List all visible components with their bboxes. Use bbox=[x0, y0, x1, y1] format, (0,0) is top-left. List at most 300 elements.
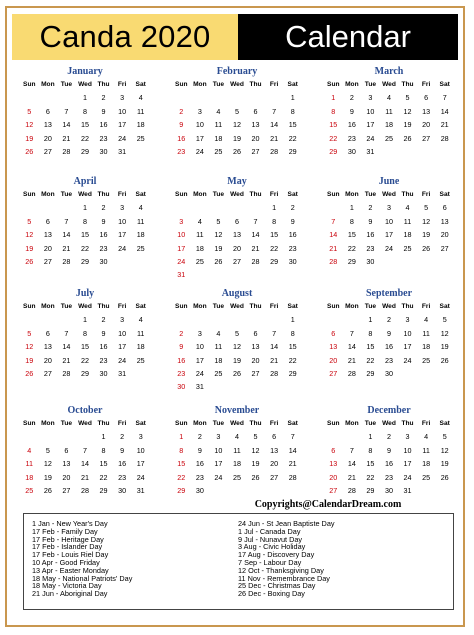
day-cell: 7 bbox=[331, 216, 336, 226]
day-cell: 1 bbox=[82, 93, 87, 103]
holiday-item: 17 Feb - Louis Riel Day bbox=[32, 550, 109, 560]
calendar-header bbox=[12, 14, 458, 60]
day-cell: 12 bbox=[25, 120, 34, 130]
month-table bbox=[20, 300, 150, 380]
day-cell: 7 bbox=[272, 106, 277, 116]
week-row bbox=[324, 457, 454, 470]
weekday-label: Fri bbox=[269, 81, 279, 88]
month-table bbox=[172, 78, 302, 158]
weekday-label: Sat bbox=[287, 303, 298, 310]
day-cell: 28 bbox=[440, 133, 449, 143]
week-row bbox=[172, 228, 302, 241]
month-name: December bbox=[367, 405, 411, 416]
day-cell: 26 bbox=[232, 369, 241, 379]
day-cell: 21 bbox=[270, 133, 279, 143]
day-cell: 9 bbox=[290, 216, 295, 226]
day-cell: 12 bbox=[25, 342, 34, 352]
holiday-item: 17 Feb - Heritage Day bbox=[32, 534, 104, 544]
day-cell: 13 bbox=[251, 342, 260, 352]
day-cell bbox=[398, 145, 417, 158]
day-cell: 22 bbox=[288, 355, 297, 365]
weekday-label: Wed bbox=[230, 303, 244, 310]
day-cell: 20 bbox=[43, 243, 52, 253]
day-cell: 8 bbox=[290, 328, 295, 338]
day-cell: 8 bbox=[101, 445, 106, 455]
weekday-label: Wed bbox=[382, 191, 396, 198]
week-row bbox=[172, 118, 302, 131]
day-cell: 8 bbox=[82, 328, 87, 338]
day-cell: 14 bbox=[62, 342, 71, 352]
day-cell bbox=[324, 313, 343, 326]
day-cell bbox=[435, 367, 454, 380]
week-row bbox=[20, 327, 150, 340]
weekday-label: Fri bbox=[269, 191, 279, 198]
weekday-label: Sat bbox=[439, 191, 450, 198]
day-cell: 10 bbox=[214, 445, 223, 455]
day-cell: 9 bbox=[179, 342, 184, 352]
weekday-header-row bbox=[20, 417, 150, 430]
weekday-label: Sat bbox=[135, 303, 146, 310]
weekday-label: Fri bbox=[421, 420, 431, 427]
day-cell: 5 bbox=[45, 445, 50, 455]
day-cell: 17 bbox=[366, 120, 375, 130]
week-row bbox=[20, 457, 150, 470]
day-cell bbox=[39, 91, 58, 104]
weekday-label: Thu bbox=[401, 420, 414, 427]
day-cell: 9 bbox=[349, 106, 354, 116]
weekday-header-row bbox=[324, 300, 454, 313]
day-cell: 13 bbox=[329, 342, 338, 352]
day-cell: 18 bbox=[214, 133, 223, 143]
day-cell: 3 bbox=[179, 216, 184, 226]
day-cell: 30 bbox=[366, 257, 375, 267]
weekday-header-row bbox=[324, 188, 454, 201]
day-cell: 15 bbox=[288, 342, 297, 352]
day-cell bbox=[172, 313, 191, 326]
day-cell bbox=[228, 380, 247, 393]
day-cell bbox=[265, 313, 284, 326]
weekday-label: Wed bbox=[382, 81, 396, 88]
day-cell: 21 bbox=[440, 120, 449, 130]
week-row bbox=[20, 228, 150, 241]
weekday-label: Tue bbox=[364, 303, 377, 310]
day-cell: 15 bbox=[80, 120, 89, 130]
weekday-label: Thu bbox=[97, 191, 110, 198]
day-cell: 6 bbox=[331, 328, 336, 338]
day-cell: 31 bbox=[118, 369, 127, 379]
month-name: November bbox=[214, 405, 260, 416]
day-cell: 13 bbox=[232, 230, 241, 240]
day-cell: 14 bbox=[347, 459, 356, 469]
day-cell: 22 bbox=[366, 355, 375, 365]
day-cell: 4 bbox=[197, 216, 202, 226]
day-cell bbox=[265, 91, 284, 104]
week-row bbox=[20, 145, 150, 158]
day-cell: 12 bbox=[422, 216, 431, 226]
day-cell: 9 bbox=[101, 216, 106, 226]
week-row bbox=[172, 457, 302, 470]
week-row bbox=[20, 91, 150, 104]
day-cell: 25 bbox=[214, 369, 223, 379]
day-cell: 21 bbox=[347, 355, 356, 365]
holiday-item: 7 Sep - Labour Day bbox=[238, 557, 302, 567]
day-cell bbox=[20, 313, 39, 326]
weekday-label: Sat bbox=[135, 191, 146, 198]
day-cell: 1 bbox=[82, 203, 87, 213]
day-cell bbox=[209, 268, 228, 281]
weekday-label: Fri bbox=[269, 303, 279, 310]
day-cell: 11 bbox=[136, 106, 145, 116]
day-cell: 6 bbox=[45, 328, 50, 338]
day-cell: 1 bbox=[272, 203, 277, 213]
day-cell bbox=[113, 255, 132, 268]
day-cell: 19 bbox=[232, 133, 241, 143]
month-name: April bbox=[73, 176, 97, 187]
day-cell: 19 bbox=[214, 243, 223, 253]
day-cell: 5 bbox=[234, 328, 239, 338]
weekday-label: Sat bbox=[287, 81, 298, 88]
day-cell: 31 bbox=[403, 486, 412, 496]
day-cell bbox=[283, 484, 302, 497]
day-cell: 11 bbox=[214, 342, 223, 352]
day-cell: 22 bbox=[270, 243, 279, 253]
day-cell: 21 bbox=[329, 243, 338, 253]
day-cell: 31 bbox=[177, 270, 186, 280]
day-cell: 1 bbox=[290, 315, 295, 325]
day-cell: 20 bbox=[251, 133, 260, 143]
day-cell bbox=[57, 430, 76, 443]
day-cell: 17 bbox=[118, 342, 127, 352]
week-row bbox=[20, 313, 150, 326]
day-cell: 28 bbox=[329, 257, 338, 267]
day-cell: 22 bbox=[80, 243, 89, 253]
day-cell: 22 bbox=[177, 472, 186, 482]
day-cell: 16 bbox=[384, 459, 393, 469]
day-cell: 30 bbox=[99, 257, 108, 267]
day-cell bbox=[39, 313, 58, 326]
weekday-label: Wed bbox=[230, 81, 244, 88]
holidays-left-column bbox=[32, 520, 132, 598]
month-december bbox=[324, 405, 454, 497]
day-cell: 4 bbox=[234, 432, 239, 442]
day-cell bbox=[246, 268, 265, 281]
day-cell: 25 bbox=[403, 243, 412, 253]
day-cell: 6 bbox=[272, 432, 277, 442]
weekday-label: Tue bbox=[364, 420, 377, 427]
weekday-label: Tue bbox=[212, 191, 225, 198]
day-cell: 9 bbox=[386, 328, 391, 338]
day-cell: 4 bbox=[405, 203, 410, 213]
week-row bbox=[324, 91, 454, 104]
day-cell: 24 bbox=[195, 147, 204, 157]
week-row bbox=[20, 105, 150, 118]
holiday-item: 18 May - National Patriots' Day bbox=[32, 573, 133, 583]
day-cell: 8 bbox=[179, 445, 184, 455]
day-cell: 20 bbox=[440, 230, 449, 240]
week-row bbox=[20, 354, 150, 367]
day-cell: 22 bbox=[80, 355, 89, 365]
day-cell: 30 bbox=[288, 257, 297, 267]
week-row bbox=[172, 132, 302, 145]
day-cell: 12 bbox=[25, 230, 34, 240]
day-cell: 23 bbox=[99, 243, 108, 253]
day-cell: 29 bbox=[80, 257, 89, 267]
holiday-item: 24 Jun - St Jean Baptiste Day bbox=[238, 519, 335, 528]
month-january bbox=[20, 66, 150, 158]
weekday-label: Sat bbox=[439, 420, 450, 427]
day-cell: 15 bbox=[99, 459, 108, 469]
day-cell: 5 bbox=[27, 328, 32, 338]
weekday-label: Sat bbox=[439, 303, 450, 310]
day-cell: 16 bbox=[288, 230, 297, 240]
day-cell: 17 bbox=[118, 230, 127, 240]
day-cell: 27 bbox=[251, 369, 260, 379]
day-cell: 22 bbox=[288, 133, 297, 143]
day-cell: 23 bbox=[384, 355, 393, 365]
weekday-label: Thu bbox=[249, 81, 262, 88]
day-cell: 5 bbox=[253, 432, 258, 442]
day-cell: 27 bbox=[422, 133, 431, 143]
day-cell: 18 bbox=[403, 230, 412, 240]
weekday-label: Sun bbox=[327, 420, 340, 427]
weekday-label: Sun bbox=[23, 81, 36, 88]
day-cell: 10 bbox=[366, 106, 375, 116]
day-cell: 23 bbox=[99, 355, 108, 365]
day-cell bbox=[435, 255, 454, 268]
day-cell bbox=[131, 255, 150, 268]
month-august bbox=[172, 288, 302, 394]
day-cell: 15 bbox=[329, 120, 338, 130]
day-cell bbox=[246, 380, 265, 393]
weekday-label: Wed bbox=[78, 303, 92, 310]
day-cell: 17 bbox=[118, 120, 127, 130]
weekday-label: Thu bbox=[97, 303, 110, 310]
day-cell: 10 bbox=[118, 216, 127, 226]
day-cell bbox=[20, 91, 39, 104]
day-cell: 8 bbox=[82, 106, 87, 116]
day-cell: 17 bbox=[195, 133, 204, 143]
day-cell: 8 bbox=[368, 328, 373, 338]
day-cell: 29 bbox=[99, 486, 108, 496]
day-cell: 20 bbox=[329, 472, 338, 482]
day-cell: 24 bbox=[118, 243, 127, 253]
day-cell: 23 bbox=[177, 147, 186, 157]
day-cell: 21 bbox=[62, 133, 71, 143]
day-cell: 20 bbox=[422, 120, 431, 130]
week-row bbox=[20, 255, 150, 268]
day-cell: 4 bbox=[424, 315, 429, 325]
day-cell: 7 bbox=[272, 328, 277, 338]
day-cell: 21 bbox=[270, 355, 279, 365]
day-cell: 28 bbox=[347, 369, 356, 379]
day-cell: 3 bbox=[368, 93, 373, 103]
day-cell: 26 bbox=[25, 147, 34, 157]
weekday-label: Mon bbox=[41, 81, 55, 88]
week-row bbox=[324, 327, 454, 340]
day-cell: 28 bbox=[347, 486, 356, 496]
day-cell: 29 bbox=[270, 257, 279, 267]
day-cell: 5 bbox=[216, 216, 221, 226]
weekday-label: Tue bbox=[60, 191, 73, 198]
weekday-label: Fri bbox=[269, 420, 279, 427]
day-cell: 22 bbox=[99, 472, 108, 482]
week-row bbox=[20, 132, 150, 145]
holiday-item: 3 Aug - Civic Holiday bbox=[238, 542, 306, 552]
day-cell: 9 bbox=[368, 216, 373, 226]
day-cell bbox=[57, 313, 76, 326]
week-row bbox=[324, 145, 454, 158]
day-cell: 21 bbox=[80, 472, 89, 482]
day-cell: 1 bbox=[368, 432, 373, 442]
day-cell: 5 bbox=[27, 216, 32, 226]
holiday-item: 26 Dec - Boxing Day bbox=[238, 589, 305, 599]
week-row bbox=[324, 313, 454, 326]
weekday-label: Thu bbox=[249, 420, 262, 427]
week-row bbox=[324, 430, 454, 443]
day-cell: 18 bbox=[195, 243, 204, 253]
day-cell bbox=[172, 91, 191, 104]
weekday-label: Thu bbox=[401, 303, 414, 310]
day-cell: 15 bbox=[366, 459, 375, 469]
day-cell bbox=[265, 268, 284, 281]
day-cell bbox=[417, 367, 436, 380]
week-row bbox=[324, 471, 454, 484]
day-cell: 7 bbox=[64, 106, 69, 116]
day-cell bbox=[191, 313, 210, 326]
day-cell: 24 bbox=[403, 355, 412, 365]
week-row bbox=[324, 132, 454, 145]
day-cell: 19 bbox=[25, 355, 34, 365]
day-cell: 25 bbox=[136, 355, 145, 365]
week-row bbox=[172, 380, 302, 393]
month-november bbox=[172, 405, 302, 497]
day-cell: 3 bbox=[120, 93, 125, 103]
weekday-label: Fri bbox=[421, 191, 431, 198]
day-cell: 1 bbox=[82, 315, 87, 325]
day-cell: 26 bbox=[403, 133, 412, 143]
day-cell: 11 bbox=[422, 328, 430, 338]
day-cell: 2 bbox=[197, 432, 202, 442]
weekday-label: Thu bbox=[401, 81, 414, 88]
day-cell: 20 bbox=[270, 459, 279, 469]
weekday-label: Mon bbox=[345, 81, 359, 88]
day-cell: 30 bbox=[195, 486, 204, 496]
day-cell: 1 bbox=[290, 93, 295, 103]
day-cell bbox=[265, 484, 284, 497]
month-table bbox=[324, 188, 454, 268]
day-cell: 7 bbox=[64, 216, 69, 226]
day-cell: 14 bbox=[251, 230, 260, 240]
week-row bbox=[324, 228, 454, 241]
day-cell bbox=[191, 201, 210, 214]
day-cell bbox=[209, 380, 228, 393]
week-row bbox=[324, 105, 454, 118]
weekday-label: Wed bbox=[230, 420, 244, 427]
day-cell: 25 bbox=[422, 355, 431, 365]
day-cell: 25 bbox=[195, 257, 204, 267]
holiday-item: 9 Jul - Nunavut Day bbox=[238, 534, 303, 544]
weekday-label: Sun bbox=[23, 303, 36, 310]
day-cell: 27 bbox=[43, 257, 52, 267]
day-cell: 18 bbox=[214, 355, 223, 365]
day-cell: 20 bbox=[43, 355, 52, 365]
day-cell: 17 bbox=[136, 459, 145, 469]
weekday-label: Sun bbox=[23, 420, 36, 427]
weekday-label: Thu bbox=[249, 303, 262, 310]
week-row bbox=[172, 354, 302, 367]
week-row bbox=[172, 105, 302, 118]
day-cell: 4 bbox=[424, 432, 429, 442]
week-row bbox=[324, 255, 454, 268]
day-cell: 11 bbox=[403, 216, 412, 226]
weekday-label: Thu bbox=[97, 420, 110, 427]
weekday-header-row bbox=[172, 188, 302, 201]
day-cell: 7 bbox=[349, 328, 354, 338]
copyright-text: Copyrights@CalendarDream.com bbox=[254, 499, 402, 510]
day-cell: 10 bbox=[403, 328, 412, 338]
weekday-label: Sat bbox=[287, 420, 298, 427]
day-cell bbox=[131, 145, 150, 158]
day-cell bbox=[228, 201, 247, 214]
holiday-item: 1 Jul - Canada Day bbox=[238, 526, 301, 536]
day-cell: 18 bbox=[384, 120, 393, 130]
day-cell: 18 bbox=[25, 472, 34, 482]
day-cell: 4 bbox=[386, 93, 391, 103]
week-row bbox=[20, 118, 150, 131]
day-cell: 17 bbox=[214, 459, 223, 469]
day-cell: 4 bbox=[138, 315, 143, 325]
day-cell: 26 bbox=[440, 472, 449, 482]
day-cell: 12 bbox=[440, 445, 449, 455]
weekday-label: Tue bbox=[364, 191, 377, 198]
weekday-label: Wed bbox=[78, 191, 92, 198]
day-cell: 5 bbox=[27, 106, 32, 116]
day-cell: 17 bbox=[403, 342, 412, 352]
day-cell: 1 bbox=[331, 93, 336, 103]
day-cell: 14 bbox=[329, 230, 338, 240]
day-cell: 3 bbox=[216, 432, 221, 442]
week-row bbox=[20, 340, 150, 353]
day-cell: 2 bbox=[101, 315, 106, 325]
weekday-label: Thu bbox=[401, 191, 414, 198]
day-cell bbox=[343, 313, 362, 326]
day-cell: 11 bbox=[385, 106, 393, 116]
month-table bbox=[172, 300, 302, 394]
day-cell: 30 bbox=[99, 369, 108, 379]
weekday-label: Mon bbox=[345, 191, 359, 198]
day-cell: 29 bbox=[80, 147, 89, 157]
day-cell: 21 bbox=[62, 243, 71, 253]
weekday-label: Mon bbox=[345, 303, 359, 310]
day-cell: 18 bbox=[232, 459, 241, 469]
day-cell bbox=[191, 91, 210, 104]
week-row bbox=[324, 444, 454, 457]
day-cell: 14 bbox=[288, 445, 297, 455]
weekday-label: Sun bbox=[327, 81, 340, 88]
month-may bbox=[172, 176, 302, 282]
day-cell bbox=[76, 430, 95, 443]
weekday-label: Tue bbox=[212, 81, 225, 88]
day-cell bbox=[283, 380, 302, 393]
day-cell: 23 bbox=[177, 369, 186, 379]
weekday-label: Sun bbox=[327, 191, 340, 198]
day-cell: 8 bbox=[290, 106, 295, 116]
month-july bbox=[20, 288, 150, 380]
day-cell bbox=[246, 484, 265, 497]
weekday-header-row bbox=[324, 417, 454, 430]
week-row bbox=[324, 215, 454, 228]
weekday-label: Fri bbox=[117, 81, 127, 88]
